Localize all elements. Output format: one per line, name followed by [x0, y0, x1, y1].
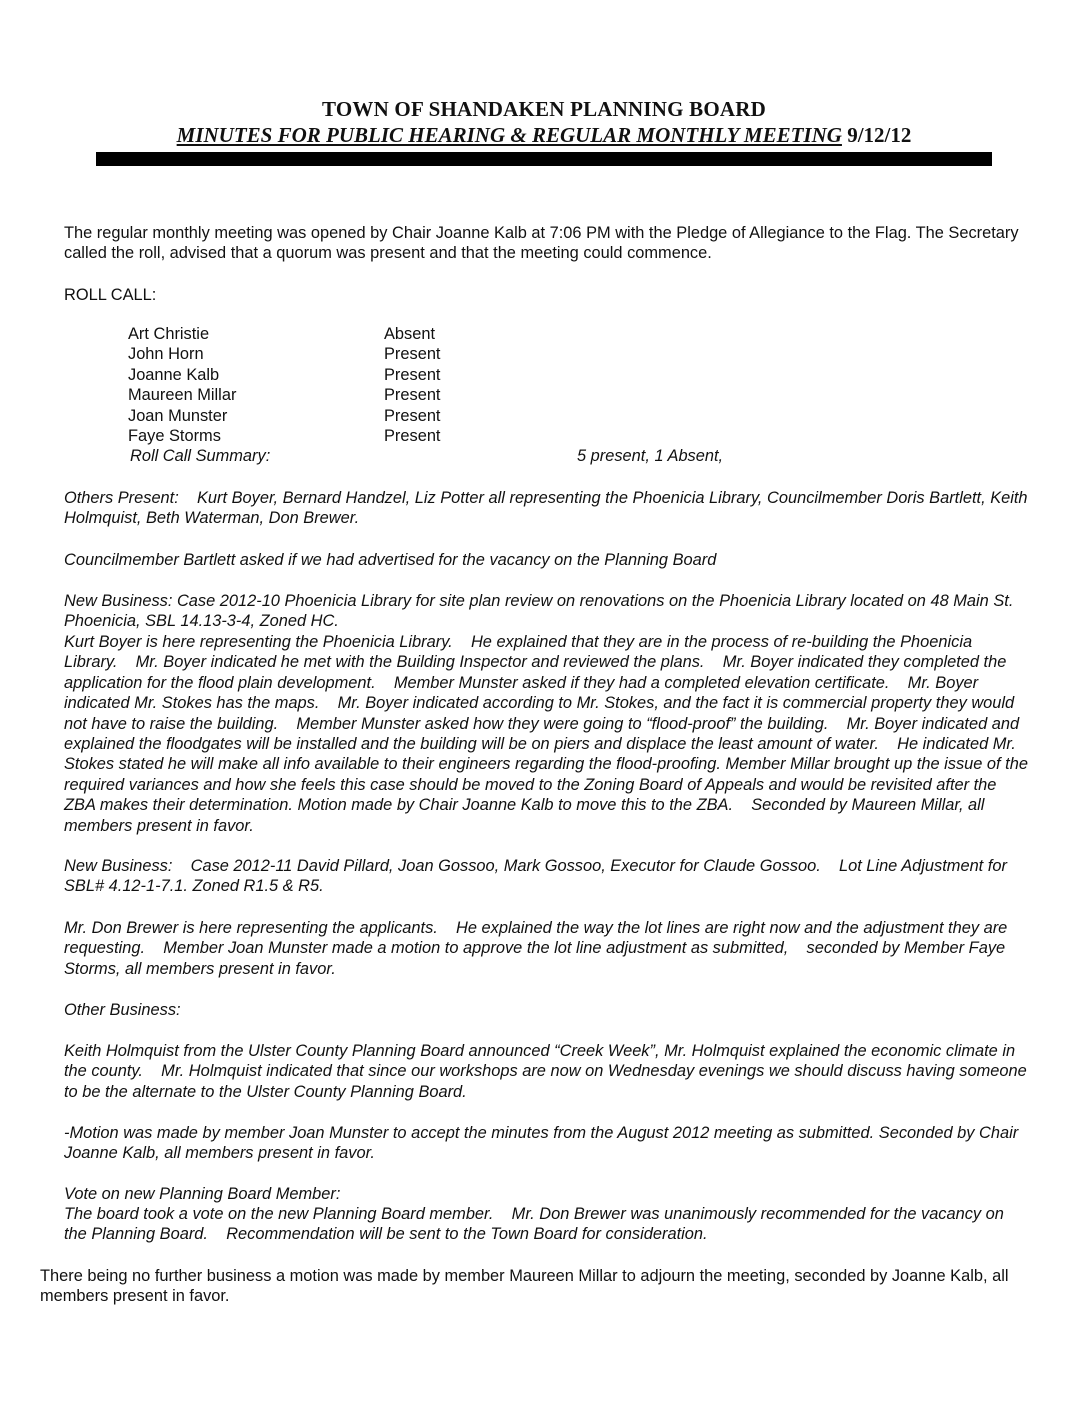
member-status: Absent	[384, 325, 436, 343]
new-business-1: New Business: Case 2012-10 Phoenicia Library for site plan review on renovations on the Phoenicia Library located on 48 Main St. Phoenicia, SBL 14.13-3-4, Zoned HC.	[64, 592, 1018, 631]
document-subtitle	[0, 122, 1088, 148]
member-status: Present	[384, 345, 441, 364]
vote-label: Vote on new Planning Board Member:	[64, 1185, 341, 1203]
meeting-date: 9/12/12	[847, 123, 912, 147]
roll-call-label: ROLL CALL:	[64, 286, 157, 304]
document-header	[0, 96, 1088, 148]
roll-row	[128, 365, 748, 385]
roll-call-list	[128, 324, 748, 467]
member-status: Present	[384, 426, 441, 445]
other-business-label: Other Business:	[64, 1001, 181, 1019]
roll-summary-value: 5 present, 1 Absent,	[577, 447, 724, 466]
roll-row	[128, 426, 748, 446]
adjourn-paragraph: There being no further business a motion was made by member Maureen Millar to adjourn the meeting, seconded by Joanne Kalb, all members present in favor.	[40, 1267, 1014, 1306]
member-status: Present	[384, 365, 441, 384]
new-business-2-detail: Mr. Don Brewer is here representing the applicants. He explained the way the lot lines are right now and the adjustment they are requesting. Member Joan Munster made a motion to approve the lot line adjustment as submitted, seconded by Member Faye Storms, all members present in favor.	[64, 919, 1012, 978]
roll-row	[128, 406, 748, 426]
member-name: John Horn	[128, 345, 204, 364]
minutes-motion: -Motion was made by member Joan Munster to accept the minutes from the August 2012 meeting as submitted. Seconded by Chair Joanne Kalb, all members present in favor.	[64, 1124, 1023, 1163]
member-name: Faye Storms	[128, 426, 221, 445]
subtitle-text: MINUTES FOR PUBLIC HEARING & REGULAR MONTHLY MEETING	[176, 123, 842, 147]
member-name: Joanne Kalb	[128, 365, 220, 384]
others-present: Others Present: Kurt Boyer, Bernard Handzel, Liz Potter all representing the Phoenicia Library, Councilmember Doris Bartlett, Keith Holmquist, Beth Waterman, Don Brewer.	[64, 489, 1033, 528]
vote-detail: The board took a vote on the new Planning Board member. Mr. Don Brewer was unanimously recommended for the vacancy on the Planning Board. Recommendation will be sent to the Town Board for consideration.	[64, 1205, 1009, 1244]
new-business-1-detail: Kurt Boyer is here representing the Phoenicia Library. He explained that they are in the process of re-building the Phoenicia Library. Mr. Boyer indicated he met with the Building Inspector and reviewed the plans. Mr. Boyer indicated they completed the application for the flood plain development. Member Munster asked if they had a completed elevation certificate. Mr. Boyer indicated Mr. Stokes has the maps. Mr. Boyer indicated according to Mr. Stokes, and the fact it is commercial property they would not have to raise the building. Member Munster asked how they were going to “flood-proof” the building. Mr. Boyer indicated and explained the floodgates will be installed and the building will be on piers and displace the least amount of water. He indicated Mr. Stokes stated he will make all info available to their engineers regarding the flood-proofing. Member Millar brought up the issue of the required variances and how she feels this case should be moved to the Zoning Board of Appeals and would be revisited after the ZBA makes their determination. Motion made by Chair Joanne Kalb to move this to the ZBA. Seconded by Maureen Millar, all members present in favor.	[64, 633, 1033, 835]
bartlett-question: Councilmember Bartlett asked if we had advertised for the vacancy on the Planning Board	[64, 551, 717, 569]
document-title: TOWN OF SHANDAKEN PLANNING BOARD	[322, 97, 766, 121]
member-name: Maureen Millar	[128, 386, 237, 405]
member-status: Present	[384, 406, 441, 425]
roll-row	[128, 385, 748, 405]
roll-row	[128, 324, 748, 344]
header-rule	[96, 152, 992, 166]
roll-row	[128, 344, 748, 364]
member-name: Joan Munster	[128, 406, 228, 425]
holmquist-paragraph: Keith Holmquist from the Ulster County Planning Board announced “Creek Week”, Mr. Holmquist explained the economic climate in the county. Mr. Holmquist indicated that since our workshops are now on Wednesday evenings we should discuss having someone to be the alternate to the Ulster County Planning Board.	[64, 1042, 1032, 1101]
member-status: Present	[384, 386, 441, 405]
new-business-2: New Business: Case 2012-11 David Pillard, Joan Gossoo, Mark Gossoo, Executor for Claude Gossoo. Lot Line Adjustment for SBL# 4.12-1-7.1. Zoned R1.5 & R5.	[64, 857, 1012, 896]
roll-summary-label: Roll Call Summary:	[130, 447, 271, 466]
opening-paragraph: The regular monthly meeting was opened by Chair Joanne Kalb at 7:06 PM with the Pledge of Allegiance to the Flag. The Secretary called the roll, advised that a quorum was present and that the meeting could commence.	[64, 224, 1024, 263]
roll-summary-row	[128, 446, 748, 466]
member-name: Art Christie	[128, 325, 210, 343]
